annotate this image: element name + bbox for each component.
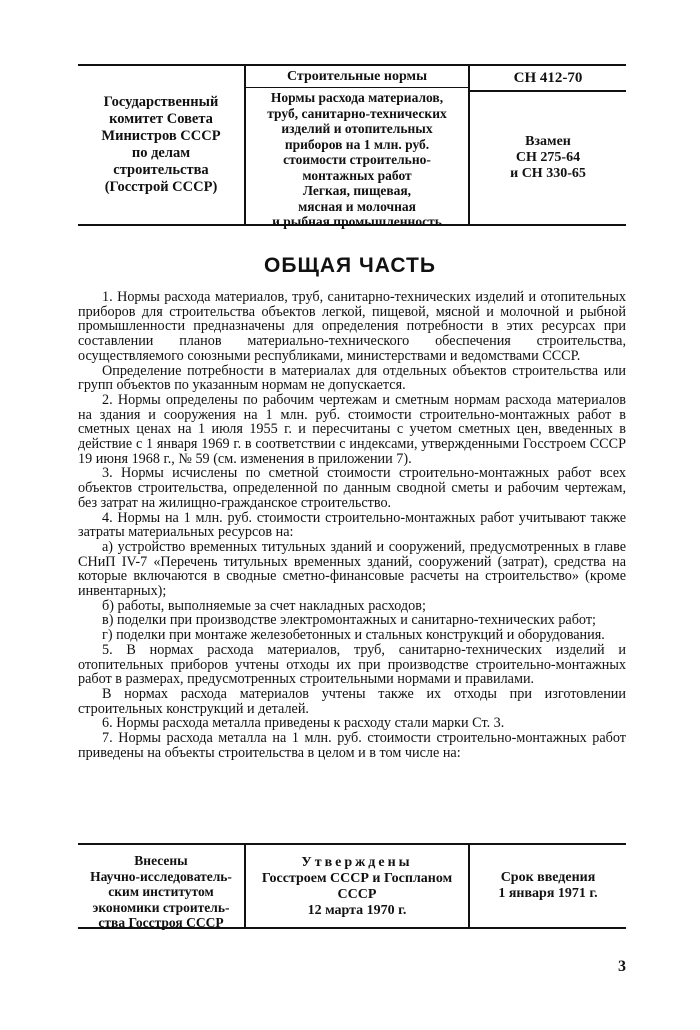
submitted-by: Внесены Научно-исследователь- ским институтом экономики строитель- ства Госстроя СССР	[78, 845, 246, 927]
effective-date: Срок введения 1 января 1971 г.	[498, 870, 598, 901]
document-code-cell	[470, 66, 626, 224]
section-title: ОБЩАЯ ЧАСТЬ	[264, 254, 436, 277]
issuing-authority-text: Государственный комитет Совета Министров СССР по делам строительства (Госстрой СССР)	[101, 94, 221, 195]
approved-label: Утверждены	[301, 855, 413, 870]
page-number: 3	[618, 958, 626, 975]
paragraph-4a: а) устройство временных титульных зданий и сооружений, предусмотренных в главе СНиП IV-7 «Перечень титульных временных зданий, сооружений (затрат), средства на которые включаются в сводные сметно-финансовые расчеты на строительство» (кроме инвентарных);	[78, 538, 626, 600]
document-type: Строительные нормы	[246, 66, 468, 88]
replaces-note: Взамен СН 275-64 и СН 330-65	[510, 134, 586, 181]
header-table	[78, 64, 626, 229]
paragraph-4b: б) работы, выполняемые за счет накладных расходов;	[102, 597, 426, 614]
issuing-authority	[78, 66, 246, 224]
paragraph-4c: в) поделки при производстве электромонтажных и санитарно-технических работ;	[102, 612, 596, 629]
approval-date: 12 марта 1970 г.	[307, 903, 407, 918]
approval-cell	[246, 845, 470, 927]
paragraph-7: 7. Нормы расхода металла на 1 млн. руб. стоимости строительно-монтажных работ приведены на объекты строительства в целом и в том числе на:	[78, 730, 626, 761]
paragraph-1: 1. Нормы расхода материалов, труб, санитарно-технических изделий и отопительных приборов для строительства объектов легкой, пищевой, мясной и молочной и рыбной промышленности предназначены для определения потребности в этих ресурсах при составлении планов материально-технического обеспечения строительства, осуществляемого союзными республиками, министерствами и ведомствами СССР.	[78, 289, 626, 364]
paragraph-1-note: Определение потребности в материалах для отдельных объектов строительства или групп объектов по указанным нормам не допускается.	[78, 362, 626, 394]
paragraph-6: 6. Нормы расхода металла приведены к расходу стали марки Ст. 3.	[102, 715, 505, 732]
paragraph-5: 5. В нормах расхода материалов, труб, санитарно-технических изделий и отопительных приборов учтены отходы их при производстве строительно-монтажных работ в размерах, предусмотренных строительными нормами и правилами.	[78, 641, 626, 688]
paragraph-2: 2. Нормы определены по рабочим чертежам и сметным нормам расхода материалов на здания и сооружения на 1 млн. руб. стоимости строительно-монтажных работ в сметных ценах на 1 июля 1955 г. и пересчитаны с учетом сметных цен, введенных в действие с 1 января 1969 г. в соответствии с индексами, утвержденными Госстроем СССР 19 июня 1968 г., № 59 (см. изменения в приложении 7).	[78, 391, 626, 467]
body-text	[78, 290, 626, 761]
document-title-cell	[246, 66, 470, 229]
approved-by: Госстроем СССР и Госпланом СССР	[261, 871, 453, 902]
paragraph-4: 4. Нормы на 1 млн. руб. стоимости строительно-монтажных работ учитывают также затраты материальных ресурсов на:	[78, 509, 626, 541]
paragraph-4d: г) поделки при монтаже железобетонных и стальных конструкций и оборудования.	[102, 627, 605, 644]
paragraph-3: 3. Нормы исчислены по сметной стоимости строительно-монтажных работ всех объектов строительства, определенной по данным сводной сметы и рабочим чертежам, без затрат на жилищно-гражданское строительство.	[78, 465, 626, 511]
paragraph-5-note: В нормах расхода материалов учтены также их отходы при изготовлении строительных конструкций и деталей.	[78, 685, 626, 717]
document-code: СН 412-70	[470, 66, 626, 92]
document-title: Нормы расхода материалов, труб, санитарно-технических изделий и отопительных приборов на 1 млн. руб. стоимости строительно- монтажных работ Легкая, пищевая, мясная и молочная и рыбная промышленность	[267, 90, 447, 229]
footer-table	[78, 843, 626, 929]
